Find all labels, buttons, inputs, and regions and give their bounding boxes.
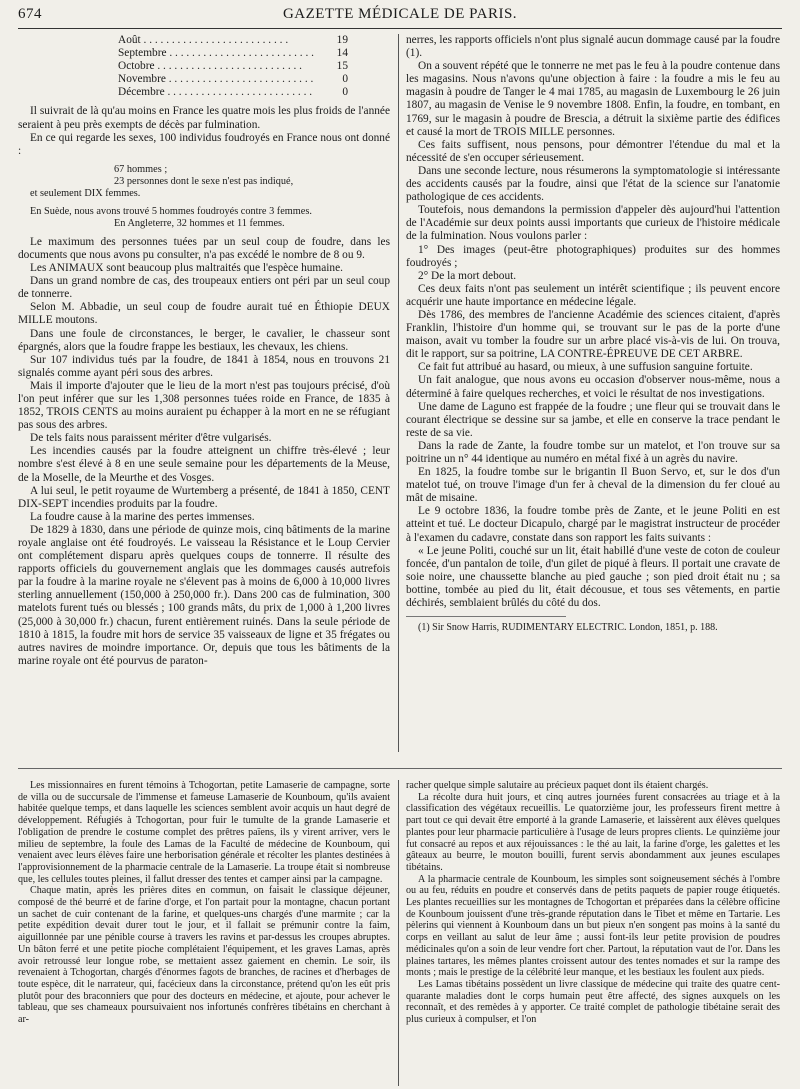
stat-line: 23 personnes dont le sexe n'est pas indiqué, xyxy=(114,175,294,187)
page-header xyxy=(18,6,782,28)
column-left-bottom xyxy=(18,780,390,1086)
paragraph: Une dame de Laguno est frappée de la foudre ; une fleur qui se trouvait dans le courant électrique se dessine sur sa jambe, et elle en conserve la trace pendant le reste de sa vie. xyxy=(406,400,780,439)
paragraph: Dans une foule de circonstances, le berger, le cavalier, le chasseur sont épargnés, alors que la foudre frappe les bestiaux, les chevaux, les chiens. xyxy=(18,327,390,353)
paragraph: La récolte dura huit jours, et cinq autres journées furent consacrées au triage et à la classification des végétaux recueillis. Le quatorzième jour, les professeurs firent mettre à part tout ce qui devait être emporté à la grande Lamaserie, et laissèrent aux élèves quelques plantes pour leur pharmacie particulière à l'usage de leurs propres clients. Le quinzième jour fut consacré au repos et aux réjouissances : le thé au lait, la farine d'orge, les galettes et les gâteaux au beurre, le mouton bouilli, furent servis abondamment aux jeunes esculapes tibétains. xyxy=(406,791,780,873)
paragraph: Un fait analogue, que nous avons eu occasion d'observer nous-même, nous a déterminé à faire quelques recherches, et voici le résultat de nos investigations. xyxy=(406,374,780,400)
stat-line: et seulement DIX femmes. xyxy=(30,187,141,199)
paragraph: Les missionnaires en furent témoins à Tchogortan, petite Lamaserie de campagne, sorte de villa ou de succursale de l'immense et fameuse Lamaserie de Kounboum, qu'ils avaient habitée quelque temps, et dans laquelle les sciences semblent avoir acquis un haut degré de développement. Réfugiés à Tchogortan, pour fuir le tumulte de la grande Lamaserie et l'obligation de prendre le costume complet des prêtres païens, ils y virent arriver, vers le milieu de septembre, la foule des Lamas de la Faculté de médecine de Kounboum, qui venaient avec leurs élèves faire une herborisation générale et récolter les plantes destinées à l'approvisionnement de la pharmacie centrale de la Lamaserie. La troupe était si nombreuse que, les cellules toutes pleines, il fallut dresser des tentes et camper ainsi par la campagne. xyxy=(18,780,390,885)
paragraph: Le maximum des personnes tuées par un seul coup de foudre, dans les documents que nous avons pu consulter, n'a pas excédé le nombre de 8 ou 9. xyxy=(18,235,390,261)
paragraph: Sur 107 individus tués par la foudre, de 1841 à 1854, nous en trouvons 21 signalés comme ayant péri sous des arbres. xyxy=(18,353,390,379)
month-row: Novembre . . . 0 xyxy=(118,73,348,86)
column-right-bottom xyxy=(406,780,780,1086)
month-row: Août . . . 19 xyxy=(118,34,348,47)
paragraph: Les ANIMAUX sont beaucoup plus maltraités que l'espèce humaine. xyxy=(30,262,343,275)
paragraph: De tels faits nous paraissent mériter d'être vulgarisés. xyxy=(30,432,272,445)
paragraph: A lui seul, le petit royaume de Wurtemberg a présenté, de 1841 à 1850, CENT DIX-SEPT incendies produits par la foudre. xyxy=(18,484,390,510)
paragraph: « Le jeune Politi, couché sur un lit, était habillé d'une veste de coton de couleur foncée, d'un pantalon de toile, d'un gilet de piqué à fleurs. Il portait une cravate de soie noire, une chaussette blanche au pied gauche ; son pied droit était nu ; sa bottine, tombée au pied du lit, était décousue, et tous ses vêtements, en partie déchirés, semblaient brûlés du côté du dos. xyxy=(406,544,780,610)
paragraph: racher quelque simple salutaire au précieux paquet dont ils étaient chargés. xyxy=(406,780,709,791)
column-divider-bottom xyxy=(398,780,399,1086)
column-divider-top xyxy=(398,34,399,752)
paragraph: nerres, les rapports officiels n'ont plus signalé aucun dommage causé par la foudre (1). xyxy=(406,34,780,60)
footnote: (1) Sir Snow Harris, RUDIMENTARY ELECTRIC. London, 1851, p. 188. xyxy=(418,622,718,634)
month-row: Décembre . . . 0 xyxy=(118,86,348,99)
paragraph: Dès 1786, des membres de l'ancienne Académie des sciences citaient, d'après Franklin, l'histoire d'un homme qui, se trouvant sur le pas de la porte d'une maison, avait vu tomber la foudre sur un arbre placé vis-à-vis de lui. On trouva, dit le rapport, sur sa poitrine, LA CONTRE-ÉPREUVE DE CET ARBRE. xyxy=(406,308,780,361)
paragraph: La foudre cause à la marine des pertes immenses. xyxy=(30,510,255,523)
paragraph: Les Lamas tibétains possèdent un livre classique de médecine qui traite des quatre cent-quarante maladies dont le corps humain peut être affecté, des signes auxquels on les reconnaît, et des remèdes à y apporter. Ce traité complet de pathologie tibétaine serait des plus curieux à compulser, et l'on xyxy=(406,978,780,1026)
stat-line: 67 hommes ; xyxy=(114,163,168,175)
paragraph: Dans la rade de Zante, la foudre tombe sur un matelot, et l'on trouve sur sa poitrine un n° 44 identique au numéro en métal fixé à un agrès du navire. xyxy=(406,439,780,465)
paragraph: Les incendies causés par la foudre atteignent un chiffre très-élevé ; leur nombre s'est élevé à 8 en une seule semaine pour les départements de la Meuse, de la Moselle, de la Meurthe et des Vosges. xyxy=(18,445,390,484)
stat-line: En Angleterre, 32 hommes et 11 femmes. xyxy=(114,217,285,229)
month-row: Septembre . . . 14 xyxy=(118,47,348,60)
paragraph: 2° De la mort debout. xyxy=(418,269,517,282)
journal-title: GAZETTE MÉDICALE DE PARIS. xyxy=(282,6,518,22)
paragraph: On a souvent répété que le tonnerre ne met pas le feu à la poudre contenue dans les magasins. Nous n'avons qu'une objection à faire : la foudre a mis le feu au magasin à poudre de Tanger le 4 mai 1785, au magasin de Luxembourg le 26 juin 1807, au magasin de Venise le 9 novembre 1808. Enfin, la foudre, en tombant, en 1769, sur le magasin à poudre de Brescia, a détruit la sixième partie des édifices et causé la mort de TROIS MILLE personnes. xyxy=(406,60,780,138)
column-right-top xyxy=(406,34,780,744)
months-table xyxy=(118,34,348,99)
paragraph: De 1829 à 1830, dans une période de quinze mois, cinq bâtiments de la marine royale anglaise ont été foudroyés. Le vaisseau la Résistance et le Loup Cervier ont complétement disparu après quelques coups de tonnerre. Il résulte des rapports officiels du gouvernement anglais que les dommages causés autrefois par la foudre à la marine royale ne s'élevent pas à moins de 6,000 à 10,000 livres sterling annuellement (150,000 à 250,000 fr.). Dans 200 cas de fulmination, 300 matelots furent tués ou blessés ; 100 grands mâts, du prix de 1,000 à 1,200 livres (25,000 à 30,000 fr.) chacun, furent entièrement ruinés. Dans la seule période de 1810 à 1815, la foudre mit hors de service 35 vaisseaux de ligne et 35 frégates ou autres navires de moindre importance. Or, depuis que tous les bâtiments de la marine royale ont été pourvus de paraton- xyxy=(18,523,390,667)
header-rule xyxy=(18,28,782,29)
paragraph: En ce qui regarde les sexes, 100 individus foudroyés en France nous ont donné : xyxy=(18,131,390,157)
paragraph: En 1825, la foudre tombe sur le brigantin Il Buon Servo, et, sur le dos d'un matelot tué, on trouve l'image d'un fer à cheval de la dimension du fer cloué au mât de misaine. xyxy=(406,466,780,505)
paragraph: Toutefois, nous demandons la permission d'appeler dès aujourd'hui l'attention de l'Académie sur deux points aussi importants que curieux de l'histoire médicale de la fulmination. Nous voulons parler : xyxy=(406,204,780,243)
paragraph: Ces deux faits n'ont pas seulement un intérêt scientifique ; ils peuvent encore acquérir une haute importance en médecine légale. xyxy=(406,282,780,308)
section-separator xyxy=(18,768,782,769)
paragraph: Le 9 octobre 1836, la foudre tombe près de Zante, et le jeune Politi en est atteint et tué. Le docteur Dicapulo, chargé par le magistrat instructeur de procéder à l'examen du cadavre, constate dans son rapport les faits suivants : xyxy=(406,505,780,544)
paragraph: A la pharmacie centrale de Kounboum, les simples sont soigneusement séchés à l'ombre ou au feu, réduits en poudre et conservés dans de petits paquets de papier rouge étiquetés. Les plantes recueillies sur les montagnes de Tchogortan et préparées dans la célèbre officine de Kounboum jouissent d'une très-grande réputation dans le Tibet et même en Tartarie. Les pèlerins qui viennent à Kounboum dans un but pieux n'en songent pas moins à la santé du corps en veillant au salut de leur âme ; aussi font-ils leur petite provision de poudres médicinales qu'on a soin de leur vendre fort cher. Partout, la réputation vaut de l'or. Dans les plaines tartares, les mêmes plantes croissent autour des tentes nomades et sur la rampe des monts ; mais le prestige de la célébrité leur manque, et les bestiaux les foulent aux pieds. xyxy=(406,873,780,979)
paragraph: Selon M. Abbadie, un seul coup de foudre aurait tué en Éthiopie DEUX MILLE moutons. xyxy=(18,301,390,327)
paragraph: Dans un grand nombre de cas, des troupeaux entiers ont péri par un seul coup de tonnerre. xyxy=(18,275,390,301)
paragraph: Dans une seconde lecture, nous résumerons la symptomatologie si intéressante des accidents causés par la foudre, ainsi que l'état de la science sur l'anatomie pathologique de ces accidents. xyxy=(406,164,780,204)
paragraph: Il suivrait de là qu'au moins en France les quatre mois les plus froids de l'année seraient à peu près exempts de décès par fulmination. xyxy=(18,105,390,131)
paragraph: Mais il importe d'ajouter que le lieu de la mort n'est pas toujours précisé, d'où l'on peut inférer que sur les 1,308 personnes tuées roide en France, de 1835 à 1852, TROIS CENTS au moins auraient pu échapper à la mort en ne se réfugiant pas sous des arbres. xyxy=(18,379,390,432)
stat-line: En Suède, nous avons trouvé 5 hommes foudroyés contre 3 femmes. xyxy=(30,205,312,217)
paragraph: Chaque matin, après les prières dites en commun, on faisait le classique déjeuner, composé de thé beurré et de farine d'orge, et l'on partait pour la montagne, chacun portant un sachet de cuir contenant de la farine, et quelques-uns chargés d'une marmite ; car la petite expédition devait durer tout le jour, et il fallait se prémunir contre la faim, aiguillonnée par une pénible course à travers les ravins et par-dessus les croupes abruptes. Un bâton ferré et une petite pioche complétaient l'équipement, et les graves Lamas, après avoir retroussé leur longue robe, se mettaient assez gaiement en chemin. Le soir, ils revenaient à Tchogortan, chargés d'énormes fagots de branches, de racines et d'herbages de toute espèce, dit le narrateur, qui, facécieux dans la circonstance, prétend qu'on les eût pris plutôt pour des braconniers que pour des docteurs en médecine, et ajoute, pour achever le tableau, que ses chameaux poursuivaient nos infortunés confrères tibétains en cherchant à ar- xyxy=(18,885,390,1026)
column-left-top xyxy=(18,34,390,734)
paragraph: Ce fait fut attribué au hasard, ou mieux, à une suffusion sanguine fortuite. xyxy=(418,361,753,374)
month-row: Octobre . . . 15 xyxy=(118,60,348,73)
page-number: 674 xyxy=(18,6,42,22)
paragraph: Ces faits suffisent, nous pensons, pour démontrer l'étendue du mal et la nécessité de s'en occuper sérieusement. xyxy=(406,138,780,164)
paragraph: 1° Des images (peut-être photographiques) produites sur des hommes foudroyés ; xyxy=(406,243,780,269)
